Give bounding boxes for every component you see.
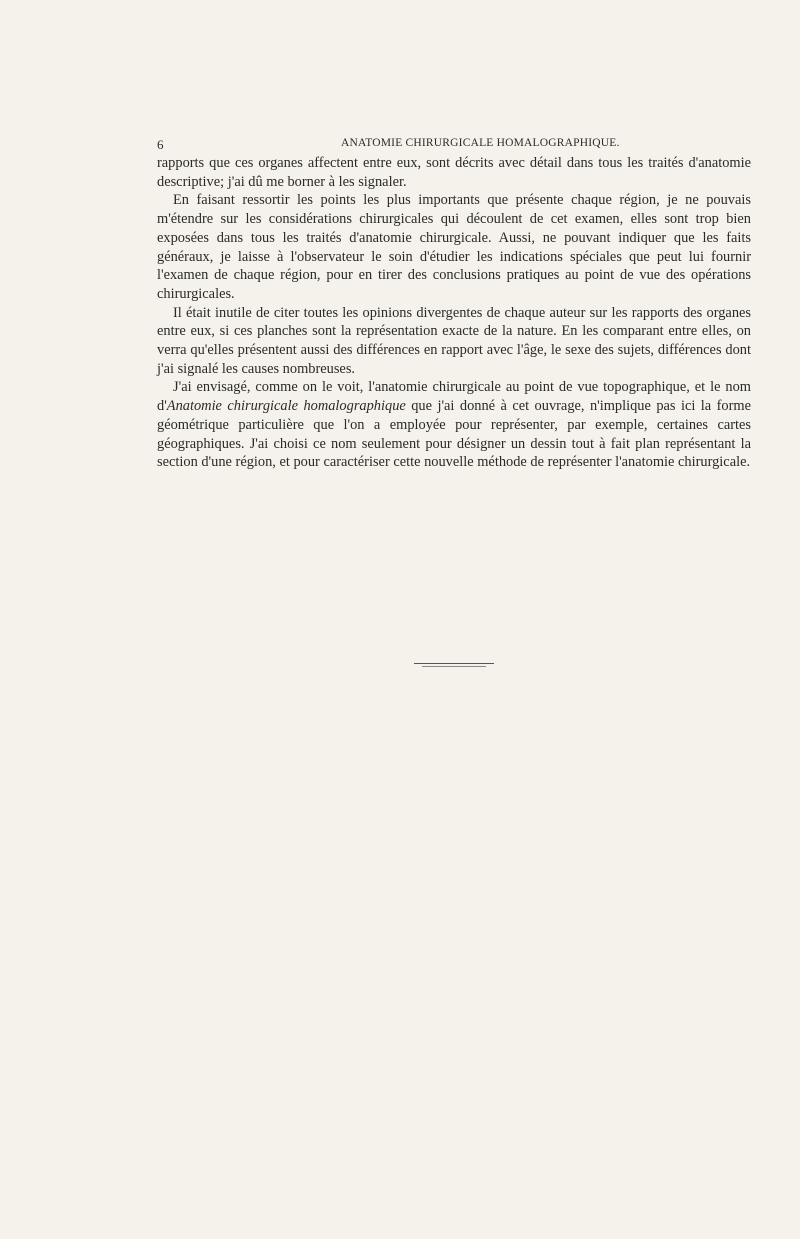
paragraph-homalographic-definition	[157, 378, 751, 472]
page-number: 6	[157, 137, 164, 152]
section-divider	[414, 663, 494, 664]
paragraph-surgical-considerations: En faisant ressortir les points les plus importants que présente chaque région, je ne pouvais m'étendre sur les considérations chirurgicales qui découlent de cet examen, elles sont trop bien exposées dans tous les traités d'anatomie chirurgicale. Aussi, ne pouvant indiquer que les faits généraux, je laisse à l'observateur le soin d'étudier les indications spéciales que peut lui fournir l'examen de chaque région, pour en tirer des conclusions pratiques au point de vue des opérations chirurgicales.	[157, 192, 751, 302]
paragraph-divergent-opinions: Il était inutile de citer toutes les opinions divergentes de chaque auteur sur les rapports des organes entre eux, si ces planches sont la représentation exacte de la nature. En les comparant entre elles, on verra qu'elles présentent aussi des différences en rapport avec l'âge, le sexe des sujets, différences dont j'ai signalé les causes nombreuses.	[157, 304, 751, 377]
page-header	[157, 137, 620, 155]
paragraph-text-before: J'ai envisagé, comme on le voit, l'anatomie chirurgicale au point de vue topographique, et le nom d'	[157, 379, 751, 415]
body-text	[157, 154, 751, 472]
paragraph-text-after: que j'ai donné à cet ouvrage, n'implique pas ici la forme géométrique particulière que l'on a employée pour représenter, par exemple, certaines cartes géographiques. J'ai choisi ce nom seulement pour désigner un dessin tout à fait plan représentant la section d'une région, et pour caractériser cette nouvelle méthode de représenter l'anatomie chirurgicale.	[157, 398, 751, 471]
running-title: ANATOMIE CHIRURGICALE HOMALOGRAPHIQUE.	[341, 137, 620, 149]
book-title-italic: Anatomie chirurgicale homalographique	[166, 398, 406, 415]
paragraph-continuation: rapports que ces organes affectent entre eux, sont décrits avec détail dans tous les traités d'anatomie descriptive; j'ai dû me borner à les signaler.	[157, 155, 751, 190]
